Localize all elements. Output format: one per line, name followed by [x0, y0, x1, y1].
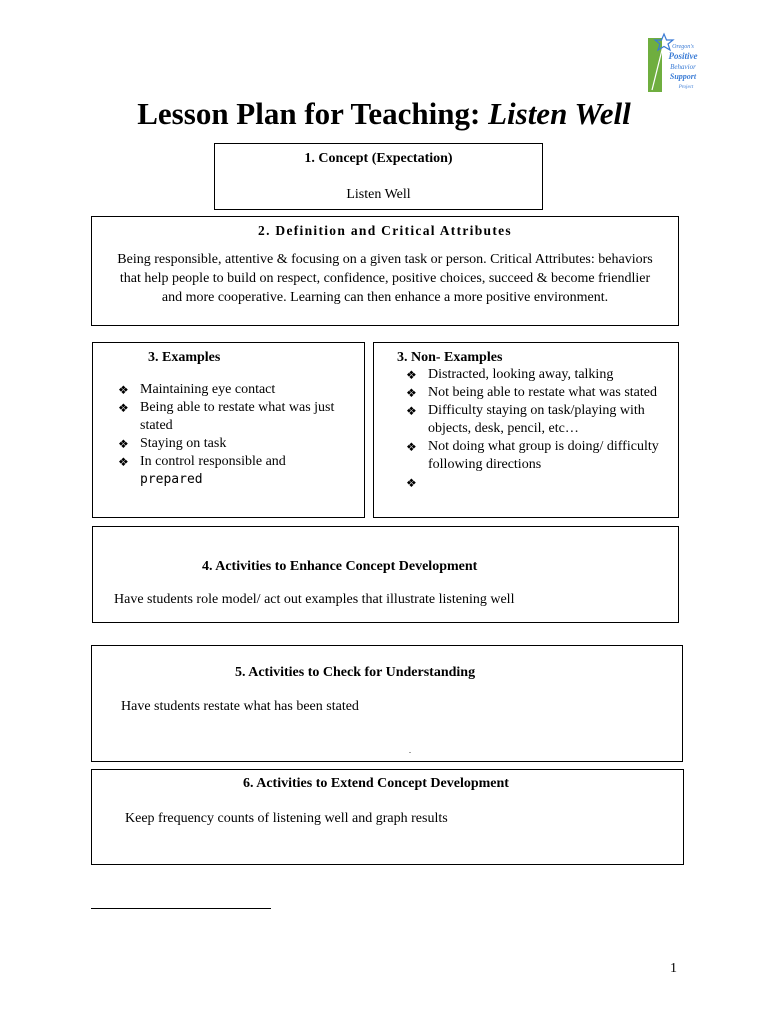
definition-line-3: and more cooperative. Learning can then enhance a more positive environment. [161, 290, 609, 305]
footnote-separator [91, 908, 271, 909]
definition-text [92, 250, 678, 307]
diamond-bullet-icon: ❖ [118, 401, 129, 415]
activities-enhance-text: Have students role model/ act out examples that illustrate listening well [114, 592, 515, 607]
list-item: ❖ In control responsible and prepared [118, 454, 286, 487]
diamond-bullet-icon: ❖ [406, 404, 417, 418]
non-examples-heading: 3. Non- Examples [397, 350, 503, 365]
examples-box [92, 342, 365, 518]
concept-heading: 1. Concept (Expectation) [304, 151, 453, 166]
title-prefix: Lesson Plan for Teaching: [137, 96, 489, 131]
examples-heading: 3. Examples [148, 350, 221, 365]
activities-check-heading: 5. Activities to Check for Understanding [235, 665, 476, 680]
activities-check-text: Have students restate what has been stated [121, 699, 359, 714]
diamond-bullet-icon: ❖ [406, 440, 417, 454]
title-emphasis: Listen Well [488, 96, 631, 131]
star-wand-icon [646, 32, 706, 94]
logo-line-3: Behavior [670, 63, 696, 71]
logo-line-1: Oregon's [672, 44, 694, 50]
page-title [0, 94, 768, 134]
diamond-bullet-icon: ❖ [406, 476, 417, 490]
diamond-bullet-icon: ❖ [118, 455, 129, 469]
handwritten-note: prepared [140, 472, 203, 487]
concept-box [214, 143, 543, 210]
diamond-bullet-icon: ❖ [118, 383, 129, 397]
list-item: ❖ Not doing what group is doing/ difficulty following directions [406, 439, 659, 472]
non-examples-box [373, 342, 679, 518]
diamond-bullet-icon: ❖ [118, 437, 129, 451]
project-logo [646, 32, 706, 94]
definition-line-1: Being responsible, attentive & focusing on a given task or person. Critical Attributes: behaviors [117, 252, 653, 267]
activities-extend-heading: 6. Activities to Extend Concept Development [243, 776, 509, 791]
list-item: ❖ Difficulty staying on task/playing with objects, desk, pencil, etc… [406, 403, 645, 436]
diamond-bullet-icon: ❖ [406, 386, 417, 400]
page-number: 1 [670, 961, 677, 976]
list-item: ❖ Being able to restate what was just stated [118, 400, 335, 433]
activities-extend-text: Keep frequency counts of listening well and graph results [125, 811, 448, 826]
definition-box [91, 216, 679, 326]
activities-check-box [91, 645, 683, 762]
logo-line-4: Support [669, 72, 697, 81]
examples-list [115, 381, 360, 489]
stray-mark: . [409, 746, 411, 755]
activities-enhance-heading: 4. Activities to Enhance Concept Development [202, 559, 478, 574]
list-item [403, 474, 673, 492]
list-item: ❖ Distracted, looking away, talking [406, 367, 614, 382]
logo-line-2: Positive [668, 51, 698, 61]
definition-line-2: that help people to build on respect, confidence, positive choices, succeed & become friendlier [119, 271, 651, 286]
non-examples-list [403, 366, 673, 492]
diamond-bullet-icon: ❖ [406, 368, 417, 382]
list-item: ❖ Maintaining eye contact [118, 382, 276, 397]
list-item: ❖ Not being able to restate what was stated [406, 385, 657, 400]
list-item: ❖ Staying on task [118, 436, 227, 451]
logo-line-5: Project [678, 85, 694, 90]
concept-value: Listen Well [346, 187, 411, 202]
activities-extend-box [91, 769, 684, 865]
definition-heading: 2. Definition and Critical Attributes [258, 223, 512, 238]
activities-enhance-box [92, 526, 679, 623]
